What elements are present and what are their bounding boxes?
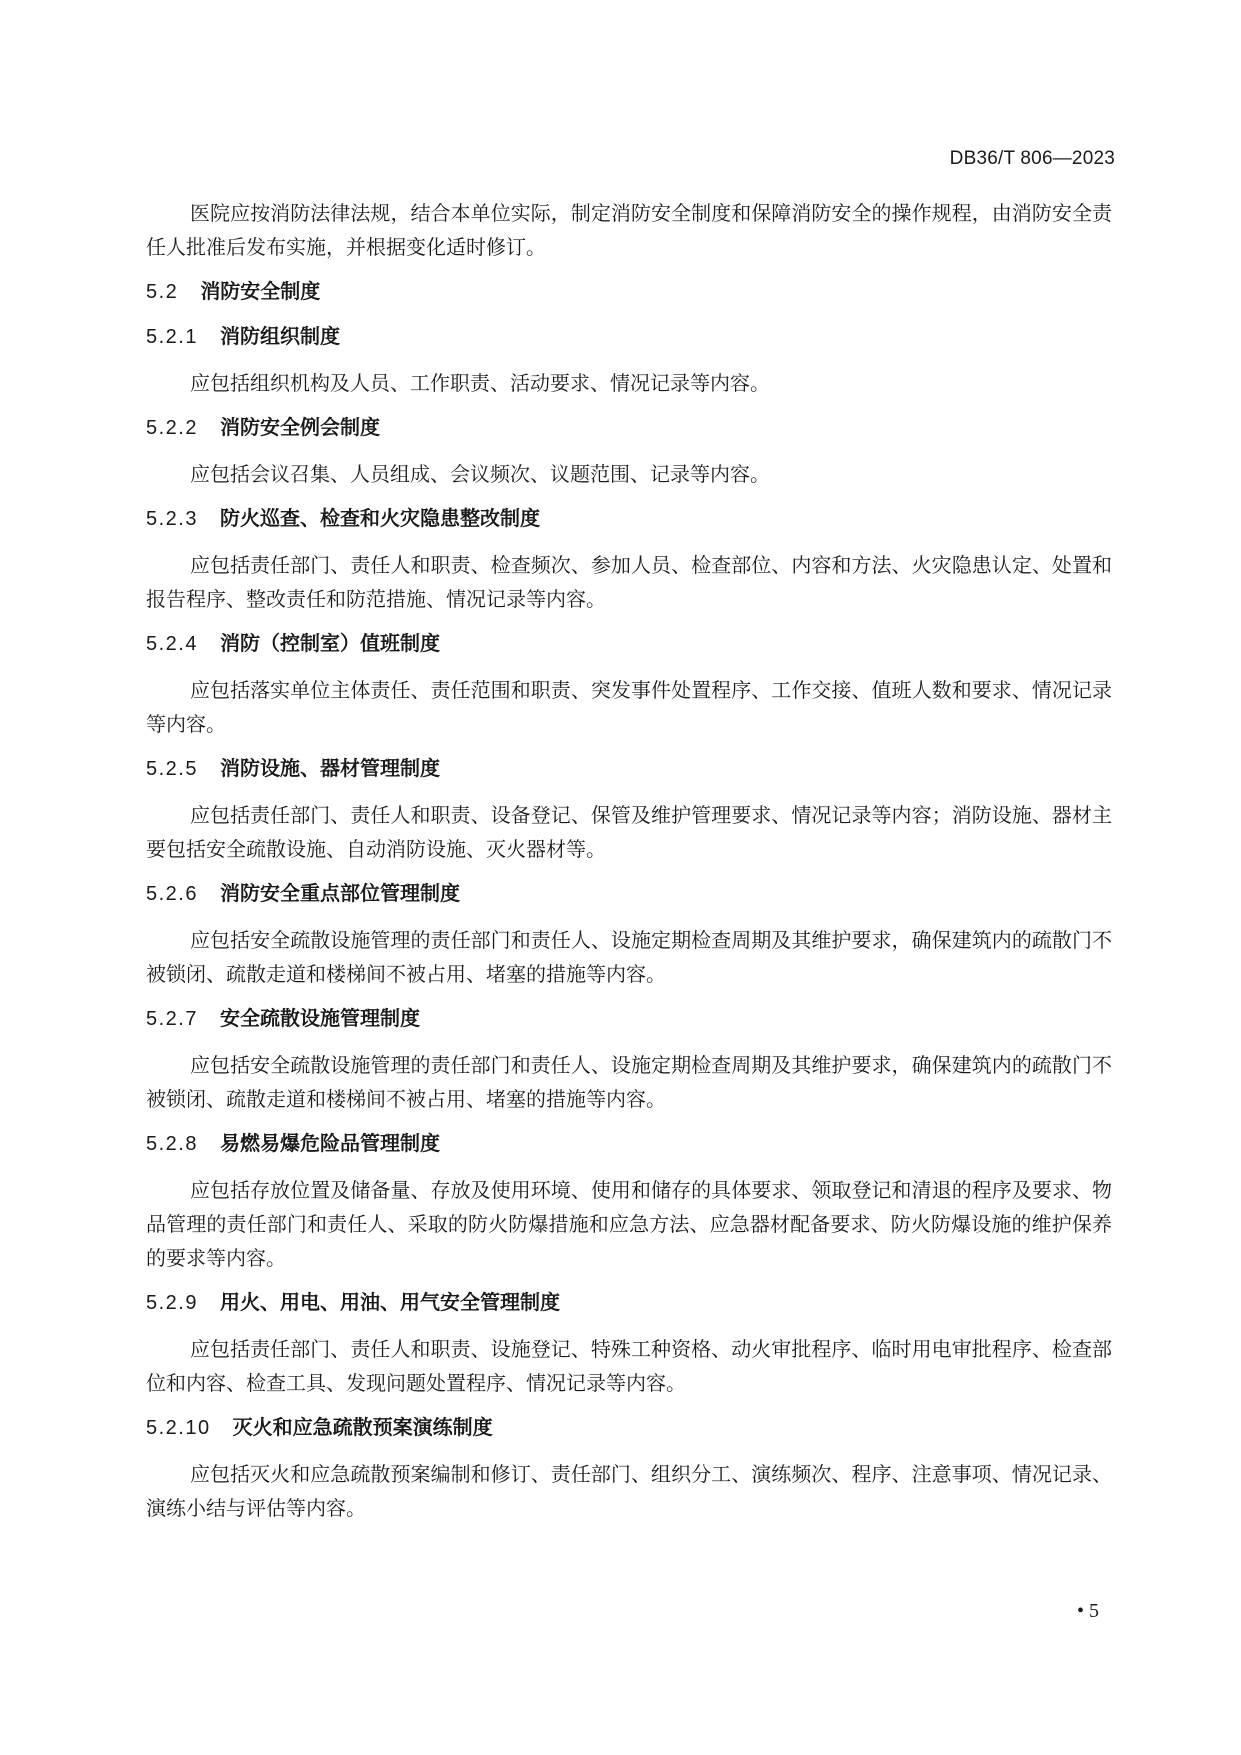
subsection-number: 5.2.8 [146,1133,198,1155]
subsection-5-2-4 [146,628,1112,741]
subsection-5-2-2 [146,412,1112,491]
subsection-title: 消防组织制度 [219,324,340,348]
subsection-5-2-7 [146,1003,1112,1116]
subsection-body: 应包括灭火和应急疏散预案编制和修订、责任部门、组织分工、演练频次、程序、注意事项、情况记录、演练小结与评估等内容。 [146,1462,1112,1520]
subsection-body: 应包括责任部门、责任人和职责、设备登记、保管及维护管理要求、情况记录等内容；消防设施、器材主要包括安全疏散设施、自动消防设施、灭火器材等。 [146,803,1112,861]
subsection-title: 灭火和应急疏散预案演练制度 [232,1415,493,1439]
subsection-title: 消防（控制室）值班制度 [219,631,440,655]
subsection-title: 消防安全例会制度 [219,415,380,439]
subsection-body: 应包括落实单位主体责任、责任范围和职责、突发事件处置程序、工作交接、值班人数和要求、情况记录等内容。 [146,678,1112,736]
subsection-5-2-1 [146,321,1112,400]
subsection-title: 安全疏散设施管理制度 [219,1006,420,1030]
subsection-number: 5.2.4 [146,633,198,655]
subsection-number: 5.2.6 [146,883,198,905]
subsection-number: 5.2.7 [146,1008,198,1030]
subsection-body: 应包括责任部门、责任人和职责、检查频次、参加人员、检查部位、内容和方法、火灾隐患认定、处置和报告程序、整改责任和防范措施、情况记录等内容。 [146,553,1112,611]
subsection-5-2-8 [146,1128,1112,1275]
subsection-heading [146,503,1112,534]
subsection-number: 5.2.9 [146,1292,198,1314]
subsection-5-2-9 [146,1287,1112,1400]
subsection-title: 消防安全重点部位管理制度 [219,881,460,905]
subsection-title: 用火、用电、用油、用气安全管理制度 [219,1290,560,1314]
subsection-heading [146,1287,1112,1318]
subsection-heading [146,1128,1112,1159]
subsection-title: 易燃易爆危险品管理制度 [219,1131,440,1155]
subsection-heading [146,753,1112,784]
subsection-body: 应包括安全疏散设施管理的责任部门和责任人、设施定期检查周期及其维护要求，确保建筑内的疏散门不被锁闭、疏散走道和楼梯间不被占用、堵塞的措施等内容。 [146,1053,1112,1111]
subsection-heading [146,1003,1112,1034]
subsection-5-2-10 [146,1412,1112,1525]
subsection-body: 应包括存放位置及储备量、存放及使用环境、使用和储存的具体要求、领取登记和清退的程序及要求、物品管理的责任部门和责任人、采取的防火防爆措施和应急方法、应急器材配备要求、防火防爆设施的维护保养的要求等内容。 [146,1178,1112,1270]
subsection-body: 应包括组织机构及人员、工作职责、活动要求、情况记录等内容。 [190,371,770,395]
subsection-heading [146,412,1112,443]
document-code: DB36/T 806—2023 [949,148,1115,169]
section-heading [146,276,1112,307]
subsection-body: 应包括会议召集、人员组成、会议频次、议题范围、记录等内容。 [190,462,770,486]
subsection-heading [146,878,1112,909]
subsection-heading [146,1412,1112,1443]
subsection-number: 5.2.10 [146,1417,211,1439]
section-number: 5.2 [146,281,179,303]
subsection-5-2-3 [146,503,1112,616]
subsection-body: 应包括安全疏散设施管理的责任部门和责任人、设施定期检查周期及其维护要求，确保建筑内的疏散门不被锁闭、疏散走道和楼梯间不被占用、堵塞的措施等内容。 [146,928,1112,986]
subsection-number: 5.2.1 [146,326,198,348]
subsection-5-2-5 [146,753,1112,866]
subsection-heading [146,628,1112,659]
subsection-number: 5.2.3 [146,508,198,530]
subsection-number: 5.2.2 [146,417,198,439]
subsection-5-2-6 [146,878,1112,991]
subsection-title: 消防设施、器材管理制度 [219,756,440,780]
subsection-title: 防火巡查、检查和火灾隐患整改制度 [219,506,540,530]
page-number: • 5 [1076,1600,1099,1622]
subsection-body: 应包括责任部门、责任人和职责、设施登记、特殊工种资格、动火审批程序、临时用电审批程序、检查部位和内容、检查工具、发现问题处置程序、情况记录等内容。 [146,1337,1112,1395]
section-title: 消防安全制度 [200,279,321,303]
subsection-heading [146,321,1112,352]
page-content [146,196,1112,1537]
subsection-number: 5.2.5 [146,758,198,780]
intro-paragraph: 医院应按消防法律法规，结合本单位实际，制定消防安全制度和保障消防安全的操作规程，由消防安全责任人批准后发布实施，并根据变化适时修订。 [146,201,1112,259]
